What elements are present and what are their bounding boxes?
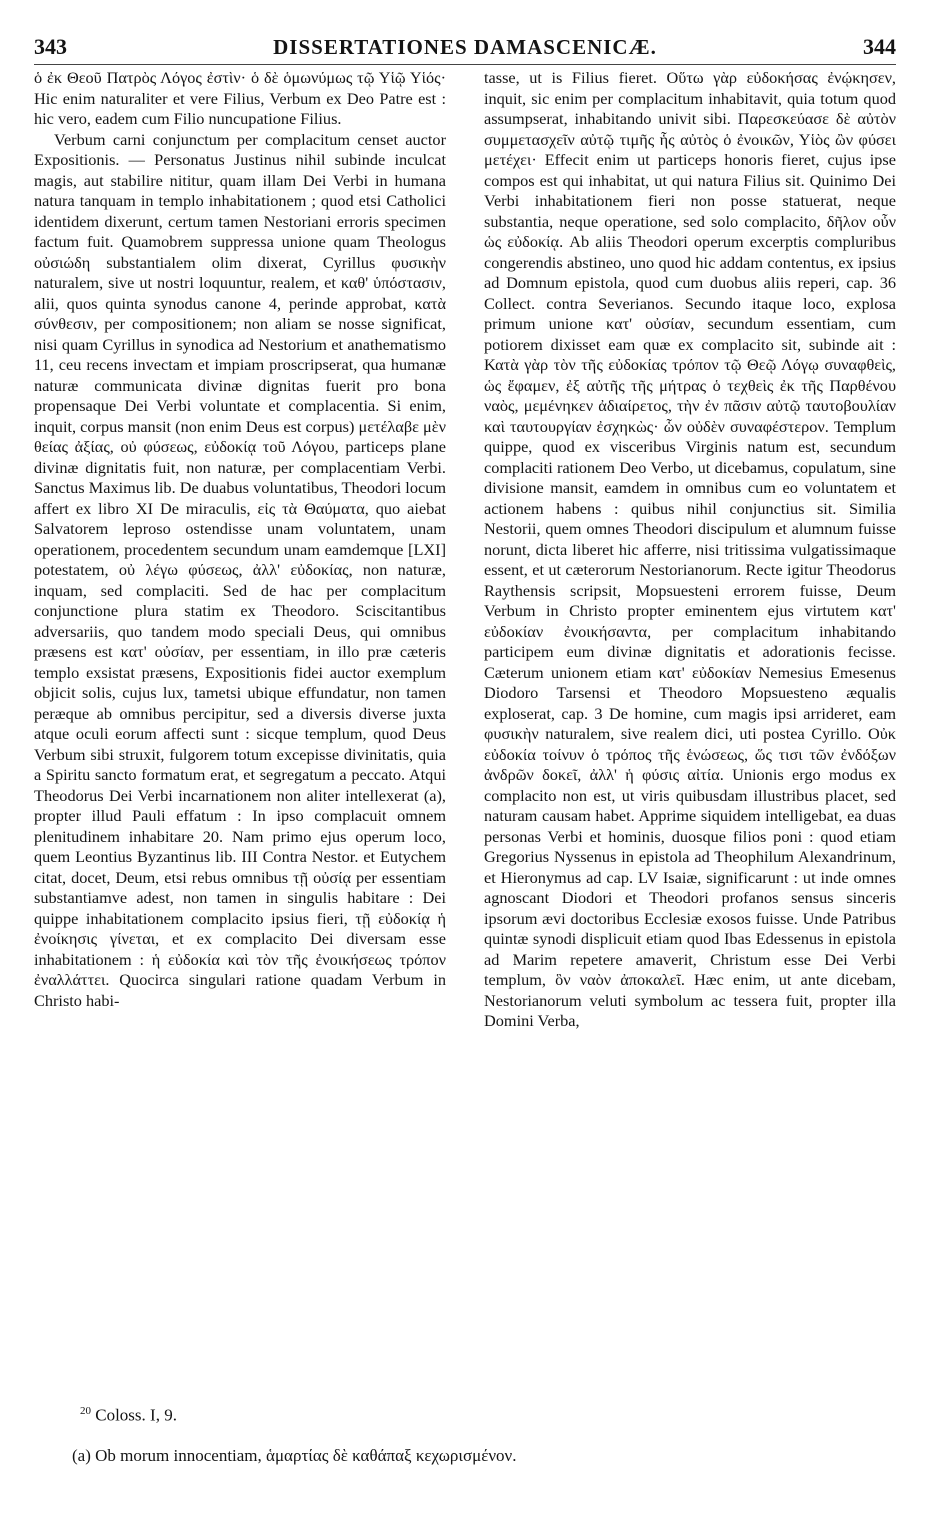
left-paragraph-1: ὁ ἐκ Θεοῦ Πατρὸς Λόγος ἐστὶν· ὁ δὲ ὁμωνύμως τῷ Υἱῷ Υἱός· Hic enim naturaliter et vere Filius, Verbum ex Deo Patre est : hic vero, eadem cum Filio nuncupatione Filius. [34,68,446,128]
right-paragraph-1: tasse, ut is Filius fieret. Οὕτω γὰρ εὐδοκήσας ἐνῴκησεν, inquit, sic enim per complacitum inhabitavit, quia totum quod assumpserat, inhabitando univit sibi. Παρεσκεύασε δὲ αὐτὸν συμμετασχεῖν αὐτῷ τιμῆς ἧς αὐτὸς ὁ ἐνοικῶν, Υἱὸς ὢν φύσει μετέχει· Effecit enim ut particeps honoris fieret, cujus ipse compos est qui inhabitat, ut qui natura Filius sit. Quinimo Dei Verbi inhabitationem fieri non posse statuerat, neque substantia, neque operatione, sed solo complacito, δῆλον οὖν ὡς εὐδοκίᾳ. Ab aliis Theodori operum excerptis compluribus congerendis abstineo, uno quod hic addam contentus, ex ipsius ad Domnum epistola, quod cum duobus aliis reperi, cap. 36 Collect. contra Severianos. Secundo itaque loco, explosa primum unione κατ' οὐσίαν, secundum essentiam, cum potiorem dixisset eam quæ ex complacito sit, subinde ait : Κατὰ γὰρ τὸν τῆς εὐδοκίας τρόπον τῷ Θεῷ Λόγῳ συναφθεὶς, ὡς ἔφαμεν, ἐξ αὐτῆς τῆς μήτρας ὁ τεχθεὶς ἐκ τῆς Παρθένου ναὸς, μεμένηκεν ἀδιαίρετος, τὴν ἐν πᾶσιν αὐτῷ ταυτοβουλίαν καὶ ταυτουργίαν ἐσχηκὼς· ὧν οὐδὲν συναφέστερον. Templum quippe, quod ex visceribus Virginis natum est, secundum complaciti rationem Deo Verbo, ut dicebamus, copulatum, sine divisione mansit, eamdem in omnibus cum eo voluntatem et actionem habens : quibus nihil conjunctius sit. Similia Nestorii, quem omnes Theodori discipulum et alumnum fuisse norunt, dicta liberet hic afferre, nisi tritissima vulgatissimaque essent, et ut cæterorum Nestorianorum. Recte igitur Theodorus Raythensis scripsit, Mopsuesteni errorem fuisse, Deum Verbum in Christo propter eminentem ejus virtutem κατ' εὐδοκίαν ἐνοικήσαντα, per complacitum inhabitando participem eum divinæ dignitatis et adorationis fecisse. Cæterum unionem etiam κατ' εὐδοκίαν Nemesius Emesenus Diodoro Tarsensi et Theodoro Mopsuesteno æqualis exploserat, cap. 3 De homine, cum magis ipsi arrideret, eam φυσικὴν naturalem, sive realem dici, uti postea Cyrillo. Οὐκ εὐδοκία τοίνυν ὁ τρόπος τῆς ἑνώσεως, ὥς τισι τῶν ἐνδόξων ἀνδρῶν δοκεῖ, ἀλλ' ἡ φύσις αἰτία. Unionis ergo modus ex complacito non est, ut viris quibusdam illustribus placet, sed naturam causam habet. Apprime siquidem intelligebat, ea duas personas Verbi et hominis, duosque filios poni : quod etiam Gregorius Nyssenus in epistola ad Theophilum Alexandrinum, et Hieronymus ad cap. LV Isaiæ, significarunt : ut inde omnes agnoscant Diodori et Theodori profanos sensus sinceris ipsorum ævi doctoribus Ecclesiæ exosos fuisse. Unde Patribus quintæ synodi displicuit etiam quod Ibas Edessenus in epistola ad Marim repetere amaverit, Christum esse Dei Verbi templum, ὃν ναὸν ἀποκαλεῖ. Hæc enim, ut ante dicebam, Nestorianorum veluti symbolum ac tessera fuit, propter illa Domini Verba, [484,68,896,1030]
footnote-a: (a) Ob morum innocentiam, ἁμαρτίας δὲ καθάπαξ κεχωρισμένον. [72,1445,517,1465]
page-number-right: 344 [862,34,896,59]
page-number-left: 343 [34,34,67,59]
left-paragraph-2: Verbum carni conjunctum per complacitum censet auctor Expositionis. — Personatus Justinus nihil subinde inculcat magis, aut stabilire nititur, quam illam Dei Verbi in humana natura tanquam in templo inhabitationem ; quod etsi Catholici identidem dixerunt, certum tamen Nestoriani erroris specimen factum fuit. Quamobrem suppressa unione quam Theologus οὐσιώδη substantialem olim dixerat, Cyrillus φυσικὴν naturalem, sive ut nostri loquuntur, realem, et καθ' ὑπόστασιν, alii, quos quinta synodus canone 4, perinde approbat, κατὰ σύνθεσιν, per compositionem; non aliam se nosse significat, nisi quam Cyrillus in synodica ad Nestorium et anathematismo 11, ceu recens invectam et impiam proscripserat, qua humanæ naturæ communicata divinæ dignitas fuerit pro bona propensaque Dei Verbi voluntate et complacentia. Si enim, inquit, corpus mansit (non enim Deus est corpus) μετέλαβε μὲν θείας ἀξίας, οὐ φύσεως, εὐδοκίᾳ τοῦ Λόγου, particeps plane divinæ dignitatis fuit, non naturæ, per complacentiam Verbi. Sanctus Maximus lib. De duabus voluntatibus, Theodori locum affert ex libro XI De miraculis, εἰς τὰ Θαύματα, quo aiebat Salvatorem leproso ostendisse unam voluntatem, unam operationem, procedentem secundum unam eamdemque [LXI] potestatem, οὐ λέγω φύσεως, ἀλλ' εὐδοκίας, non naturæ, inquam, sed complaciti. Sed de hac per complacitum conjunctione plura statim ex Theodoro. Sciscitantibus adversariis, quo tandem modo speciali Deus, qui omnibus præsens est κατ' οὐσίαν, per essentiam, in illo præ cæteris templo exsistat præsens, Expositionis fidei auctor exemplum objicit solis, cujus lux, tametsi ubique effundatur, non tamen peræque ab omnibus percipitur, sed a diversis diverse juxta atque oculi eorum affecti sunt : sicque templum, quod Deus Verbum sibi struxit, fulgorem totum excepisse divinitatis, quia a Spiritu sancto formatum erat, et segregatum a peccato. Atqui Theodorus Dei Verbi incarnationem non aliter intellexerat (a), propter illud Pauli effatum : In ipso complacuit omnem plenitudinem inhabitare 20. Nam primo ejus operum loco, quem Leontius Byzantinus lib. III Contra Nestor. et Eutychem citat, docet, Deum, etsi rebus omnibus τῇ οὐσίᾳ per essentiam substantiamve adest, non tamen in singulis habitare : Dei quippe inhabitationem complacito ipsius fieri, τῇ εὐδοκίᾳ ἡ ἐνοίκησις γίνεται, et ex complacito Dei diversam esse inhabitationem : ἡ εὐδοκία καὶ τὸν τῆς ἐνοικήσεως τρόπον ἐναλλάττει. Quocirca singulari ratione quadam Verbum in Christo habi- [34,129,446,1010]
running-header [34,30,896,65]
right-column [484,68,896,1378]
left-column [34,68,446,1378]
footnote-20 [34,1400,896,1427]
footnote-20-text: Coloss. I, 9. [95,1405,177,1425]
running-title: DISSERTATIONES DAMASCENICÆ. [273,34,657,59]
footnote-mark: 20 [80,1405,91,1417]
footnotes [34,1400,896,1467]
two-column-body [34,68,896,1378]
